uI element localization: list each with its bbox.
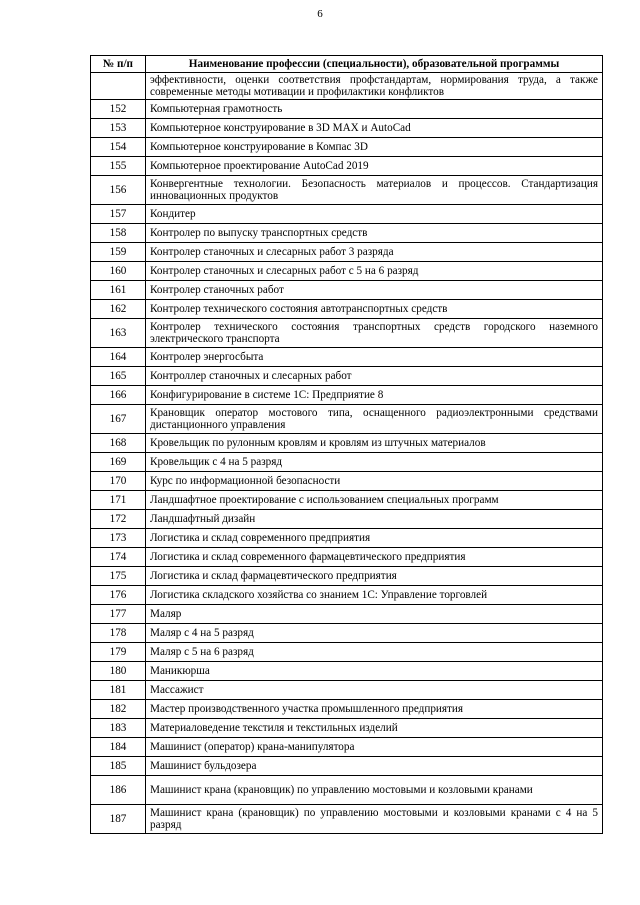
table-row bbox=[91, 405, 603, 434]
row-number: 163 bbox=[91, 319, 146, 348]
row-program-name: Контролер технического состояния автотранспортных средств bbox=[146, 300, 603, 319]
row-number: 178 bbox=[91, 624, 146, 643]
row-program-name: Контролер по выпуску транспортных средств bbox=[146, 224, 603, 243]
table-row bbox=[91, 700, 603, 719]
row-number: 159 bbox=[91, 243, 146, 262]
continuation-row bbox=[91, 73, 603, 100]
row-program-name: Логистика складского хозяйства со знанием 1С: Управление торговлей bbox=[146, 586, 603, 605]
row-program-name: Компьютерное конструирование в Компас 3D bbox=[146, 138, 603, 157]
table-row bbox=[91, 719, 603, 738]
row-program-name: Ландшафтное проектирование с использованием специальных программ bbox=[146, 491, 603, 510]
table-row bbox=[91, 681, 603, 700]
row-number: 177 bbox=[91, 605, 146, 624]
row-number: 155 bbox=[91, 157, 146, 176]
table-row bbox=[91, 205, 603, 224]
row-number: 172 bbox=[91, 510, 146, 529]
row-number: 170 bbox=[91, 472, 146, 491]
table-row bbox=[91, 348, 603, 367]
table-row bbox=[91, 300, 603, 319]
table-row bbox=[91, 624, 603, 643]
table-row bbox=[91, 510, 603, 529]
row-program-name: Кровельщик по рулонным кровлям и кровлям из штучных материалов bbox=[146, 434, 603, 453]
row-number: 179 bbox=[91, 643, 146, 662]
table-row bbox=[91, 319, 603, 348]
row-number: 182 bbox=[91, 700, 146, 719]
row-program-name: Курс по информационной безопасности bbox=[146, 472, 603, 491]
table-row bbox=[91, 434, 603, 453]
table-row bbox=[91, 119, 603, 138]
row-program-name: Маляр bbox=[146, 605, 603, 624]
row-program-name: Компьютерная грамотность bbox=[146, 100, 603, 119]
row-program-name: Ландшафтный дизайн bbox=[146, 510, 603, 529]
table-row bbox=[91, 367, 603, 386]
row-program-name: Кровельщик с 4 на 5 разряд bbox=[146, 453, 603, 472]
row-number: 174 bbox=[91, 548, 146, 567]
row-number: 161 bbox=[91, 281, 146, 300]
row-number: 187 bbox=[91, 805, 146, 834]
row-program-name: Маникюрша bbox=[146, 662, 603, 681]
row-program-name: Контроллер станочных и слесарных работ bbox=[146, 367, 603, 386]
row-number: 184 bbox=[91, 738, 146, 757]
table-row bbox=[91, 586, 603, 605]
row-number: 164 bbox=[91, 348, 146, 367]
row-program-name: Кондитер bbox=[146, 205, 603, 224]
row-number: 169 bbox=[91, 453, 146, 472]
page-number: 6 bbox=[317, 8, 323, 20]
continuation-num bbox=[91, 73, 146, 100]
row-number: 154 bbox=[91, 138, 146, 157]
row-program-name: Машинист бульдозера bbox=[146, 757, 603, 776]
row-program-name: Конвергентные технологии. Безопасность материалов и процессов. Стандартизация инновационных продуктов bbox=[146, 176, 603, 205]
header-num: № п/п bbox=[91, 56, 146, 73]
row-number: 160 bbox=[91, 262, 146, 281]
professions-table bbox=[90, 55, 603, 834]
row-number: 180 bbox=[91, 662, 146, 681]
table-row bbox=[91, 548, 603, 567]
row-program-name: Контролер станочных и слесарных работ с 5 на 6 разряд bbox=[146, 262, 603, 281]
table-row bbox=[91, 567, 603, 586]
row-program-name: Контролер технического состояния транспортных средств городского наземного электрического транспорта bbox=[146, 319, 603, 348]
table-row bbox=[91, 805, 603, 834]
row-program-name: Маляр с 5 на 6 разряд bbox=[146, 643, 603, 662]
row-number: 185 bbox=[91, 757, 146, 776]
row-program-name: Массажист bbox=[146, 681, 603, 700]
table-row bbox=[91, 176, 603, 205]
row-number: 167 bbox=[91, 405, 146, 434]
row-number: 158 bbox=[91, 224, 146, 243]
table-row bbox=[91, 491, 603, 510]
row-number: 153 bbox=[91, 119, 146, 138]
row-program-name: Контролер энергосбыта bbox=[146, 348, 603, 367]
row-number: 156 bbox=[91, 176, 146, 205]
table-row bbox=[91, 472, 603, 491]
table-row bbox=[91, 157, 603, 176]
row-number: 183 bbox=[91, 719, 146, 738]
row-number: 175 bbox=[91, 567, 146, 586]
row-number: 166 bbox=[91, 386, 146, 405]
row-number: 168 bbox=[91, 434, 146, 453]
table-row bbox=[91, 243, 603, 262]
table-row bbox=[91, 386, 603, 405]
row-number: 152 bbox=[91, 100, 146, 119]
row-program-name: Крановщик оператор мостового типа, оснащенного радиоэлектронными средствами дистанционного управления bbox=[146, 405, 603, 434]
table-row bbox=[91, 100, 603, 119]
row-number: 173 bbox=[91, 529, 146, 548]
row-program-name: Компьютерное проектирование AutoCad 2019 bbox=[146, 157, 603, 176]
row-number: 157 bbox=[91, 205, 146, 224]
row-program-name: Машинист (оператор) крана-манипулятора bbox=[146, 738, 603, 757]
table-row bbox=[91, 643, 603, 662]
table-row bbox=[91, 281, 603, 300]
row-number: 176 bbox=[91, 586, 146, 605]
row-program-name: Контролер станочных и слесарных работ 3 разряда bbox=[146, 243, 603, 262]
row-number: 162 bbox=[91, 300, 146, 319]
row-program-name: Логистика и склад фармацевтического предприятия bbox=[146, 567, 603, 586]
table-row bbox=[91, 453, 603, 472]
header-name: Наименование профессии (специальности), образовательной программы bbox=[146, 56, 603, 73]
row-program-name: Материаловедение текстиля и текстильных изделий bbox=[146, 719, 603, 738]
row-number: 171 bbox=[91, 491, 146, 510]
table-row bbox=[91, 738, 603, 757]
continuation-text: эффективности, оценки соответствия профстандартам, нормирования труда, а также современные методы мотивации и профилактики конфликтов bbox=[146, 73, 603, 100]
row-program-name: Логистика и склад современного фармацевтического предприятия bbox=[146, 548, 603, 567]
table-row bbox=[91, 224, 603, 243]
row-program-name: Мастер производственного участка промышленного предприятия bbox=[146, 700, 603, 719]
table-header-row bbox=[91, 56, 603, 73]
table-row bbox=[91, 529, 603, 548]
table-row bbox=[91, 776, 603, 805]
table-row bbox=[91, 757, 603, 776]
table-row bbox=[91, 662, 603, 681]
row-program-name: Логистика и склад современного предприятия bbox=[146, 529, 603, 548]
row-number: 186 bbox=[91, 776, 146, 805]
row-program-name: Машинист крана (крановщик) по управлению мостовыми и козловыми кранами с 4 на 5 разряд bbox=[146, 805, 603, 834]
table-row bbox=[91, 138, 603, 157]
row-number: 181 bbox=[91, 681, 146, 700]
row-program-name: Компьютерное конструирование в 3D MAX и AutoCad bbox=[146, 119, 603, 138]
table-row bbox=[91, 605, 603, 624]
row-number: 165 bbox=[91, 367, 146, 386]
row-program-name: Конфигурирование в системе 1С: Предприятие 8 bbox=[146, 386, 603, 405]
table-row bbox=[91, 262, 603, 281]
row-program-name: Маляр с 4 на 5 разряд bbox=[146, 624, 603, 643]
row-program-name: Машинист крана (крановщик) по управлению мостовыми и козловыми кранами bbox=[146, 776, 603, 805]
row-program-name: Контролер станочных работ bbox=[146, 281, 603, 300]
